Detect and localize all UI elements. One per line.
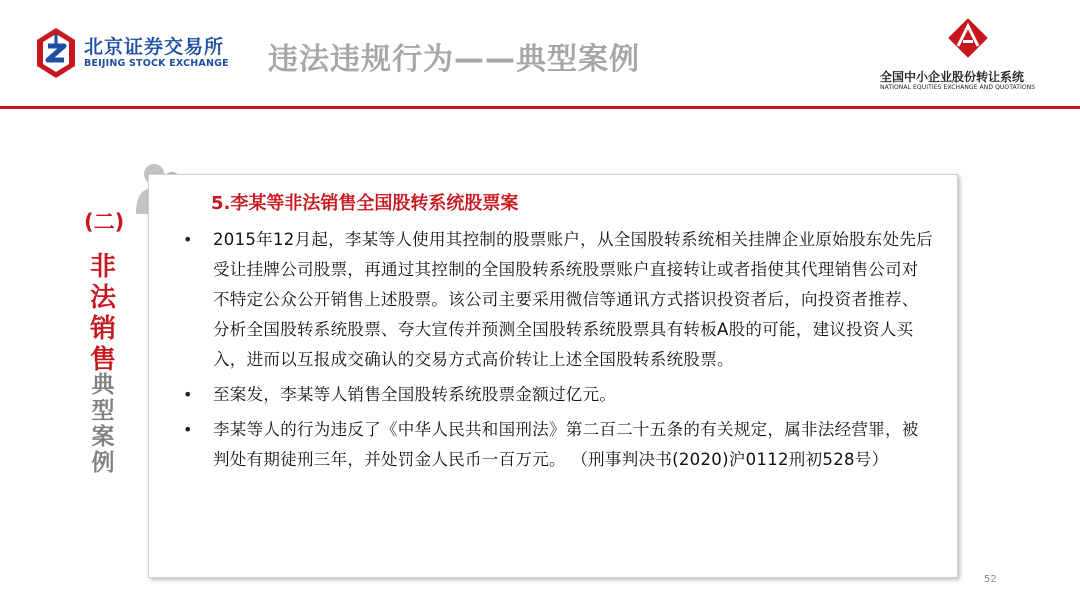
list-item [179, 225, 939, 375]
neeq-logo-name-en: NATIONAL EQUITIES EXCHANGE AND QUOTATIONS [880, 84, 1036, 91]
bullet-text: 李某等人的行为违反了《中华人民共和国刑法》第二百二十五条的有关规定，属非法经营罪，被判处有期徒刑三年，并处罚金人民币一百万元。 （刑事判决书(2020)沪0112刑初528号） [213, 420, 919, 469]
neeq-logo-icon [946, 16, 990, 60]
neeq-logo [872, 16, 1062, 96]
page-title: 违法违规行为——典型案例 [268, 42, 640, 77]
bullet-icon: • [183, 385, 193, 404]
bullet-text: 至案发，李某等人销售全国股转系统股票金额过亿元。 [213, 385, 617, 404]
bse-logo-icon [34, 26, 78, 80]
bullet-icon: • [183, 230, 193, 249]
list-item [179, 380, 939, 410]
section-label-secondary: 典型案例 [91, 372, 115, 476]
slide-header [0, 0, 1080, 112]
neeq-logo-name-cn: 全国中小企业股份转让系统 [880, 70, 1025, 84]
case-card [148, 174, 958, 578]
page-number: 52 [984, 574, 997, 585]
bullet-text: 2015年12月起，李某等人使用其控制的股票账户，从全国股转系统相关挂牌企业原始股东处先后受让挂牌公司股票，再通过其控制的全国股转系统股票账户直接转让或者指使其代理销售公司对不特定公众公开销售上述股票。该公司主要采用微信等通讯方式搭识投资者后，向投资者推荐、分析全国股转系统股票、夸大宣传并预测全国股转系统股票具有转板A股的可能，建议投资人买入，进而以互报成交确认的交易方式高价转让上述全国股转系统股票。 [213, 230, 933, 369]
case-bullet-list [179, 225, 939, 480]
header-divider [0, 106, 1080, 109]
bse-logo-name-cn: 北京证券交易所 [84, 36, 225, 58]
section-label-primary: 非法销售 [89, 252, 116, 375]
section-number: (二) [84, 210, 125, 234]
bullet-icon: • [183, 420, 193, 439]
bse-logo [34, 26, 234, 82]
bse-logo-name-en: BEIJING STOCK EXCHANGE [84, 58, 229, 69]
case-title: 5.李某等非法销售全国股转系统股票案 [211, 193, 519, 214]
list-item [179, 415, 939, 475]
